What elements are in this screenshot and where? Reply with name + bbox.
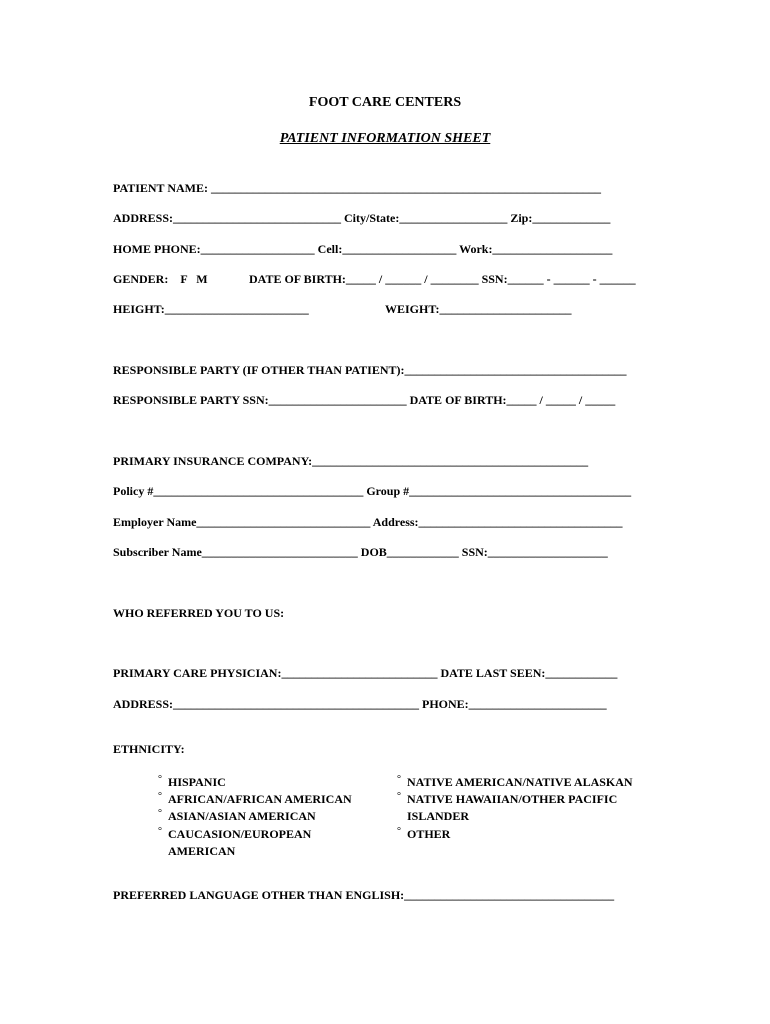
dob-ssn-fields[interactable]: DATE OF BIRTH:_____ / ______ / ________ SSN:______ - ______ - ______ [249, 272, 636, 286]
ethnicity-label: ETHNICITY: [113, 742, 185, 756]
form-title: PATIENT INFORMATION SHEET [279, 131, 491, 146]
responsible-party-ssn-dob-field[interactable]: RESPONSIBLE PARTY SSN:_______________________ DATE OF BIRTH:_____ / _____ / _____ [113, 393, 616, 407]
phone-fields[interactable]: HOME PHONE:___________________ Cell:___________________ Work:____________________ [113, 242, 613, 256]
bullet-icon: ° [158, 826, 162, 837]
primary-care-physician-field[interactable]: PRIMARY CARE PHYSICIAN:__________________________ DATE LAST SEEN:____________ [113, 666, 618, 680]
patient-name-field[interactable]: PATIENT NAME: _________________________________________________________________ [113, 181, 602, 195]
ethnicity-option-native-hawaiian[interactable]: ° NATIVE HAWAIIAN/OTHER PACIFIC ISLANDER [407, 791, 647, 825]
employer-field[interactable]: Employer Name_____________________________ Address:__________________________________ [113, 515, 623, 529]
physician-address-phone-field[interactable]: ADDRESS:_________________________________________ PHONE:_______________________ [113, 697, 607, 711]
preferred-language-field[interactable]: PREFERRED LANGUAGE OTHER THAN ENGLISH:___________________________________ [113, 888, 615, 902]
height-field[interactable]: HEIGHT:________________________ [113, 302, 309, 316]
bullet-icon: ° [397, 826, 401, 837]
ethnicity-option-hispanic[interactable]: ° HISPANIC [168, 774, 226, 791]
bullet-icon: ° [158, 808, 162, 819]
gender-field[interactable]: GENDER: F M [113, 272, 208, 286]
policy-group-field[interactable]: Policy #___________________________________ Group #_____________________________________ [113, 484, 632, 498]
weight-field[interactable]: WEIGHT:______________________ [385, 302, 572, 316]
ethnicity-option-african-american[interactable]: ° AFRICAN/AFRICAN AMERICAN [168, 791, 352, 808]
responsible-party-field[interactable]: RESPONSIBLE PARTY (IF OTHER THAN PATIENT):_____________________________________ [113, 363, 627, 377]
bullet-icon: ° [397, 774, 401, 785]
subscriber-field[interactable]: Subscriber Name__________________________ DOB____________ SSN:____________________ [113, 545, 608, 559]
clinic-title: FOOT CARE CENTERS [308, 95, 462, 110]
ethnicity-option-native-american[interactable]: ° NATIVE AMERICAN/NATIVE ALASKAN [407, 774, 633, 791]
insurance-company-field[interactable]: PRIMARY INSURANCE COMPANY:______________________________________________ [113, 454, 589, 468]
ethnicity-option-asian-american[interactable]: ° ASIAN/ASIAN AMERICAN [168, 808, 316, 825]
bullet-icon: ° [158, 774, 162, 785]
bullet-icon: ° [397, 791, 401, 802]
address-field[interactable]: ADDRESS:____________________________ City/State:__________________ Zip:_____________ [113, 211, 611, 225]
bullet-icon: ° [158, 791, 162, 802]
ethnicity-option-caucasian-european[interactable]: ° CAUCASION/EUROPEAN AMERICAN [168, 826, 338, 860]
ethnicity-option-other[interactable]: ° OTHER [407, 826, 450, 843]
referral-label: WHO REFERRED YOU TO US: [113, 606, 285, 620]
